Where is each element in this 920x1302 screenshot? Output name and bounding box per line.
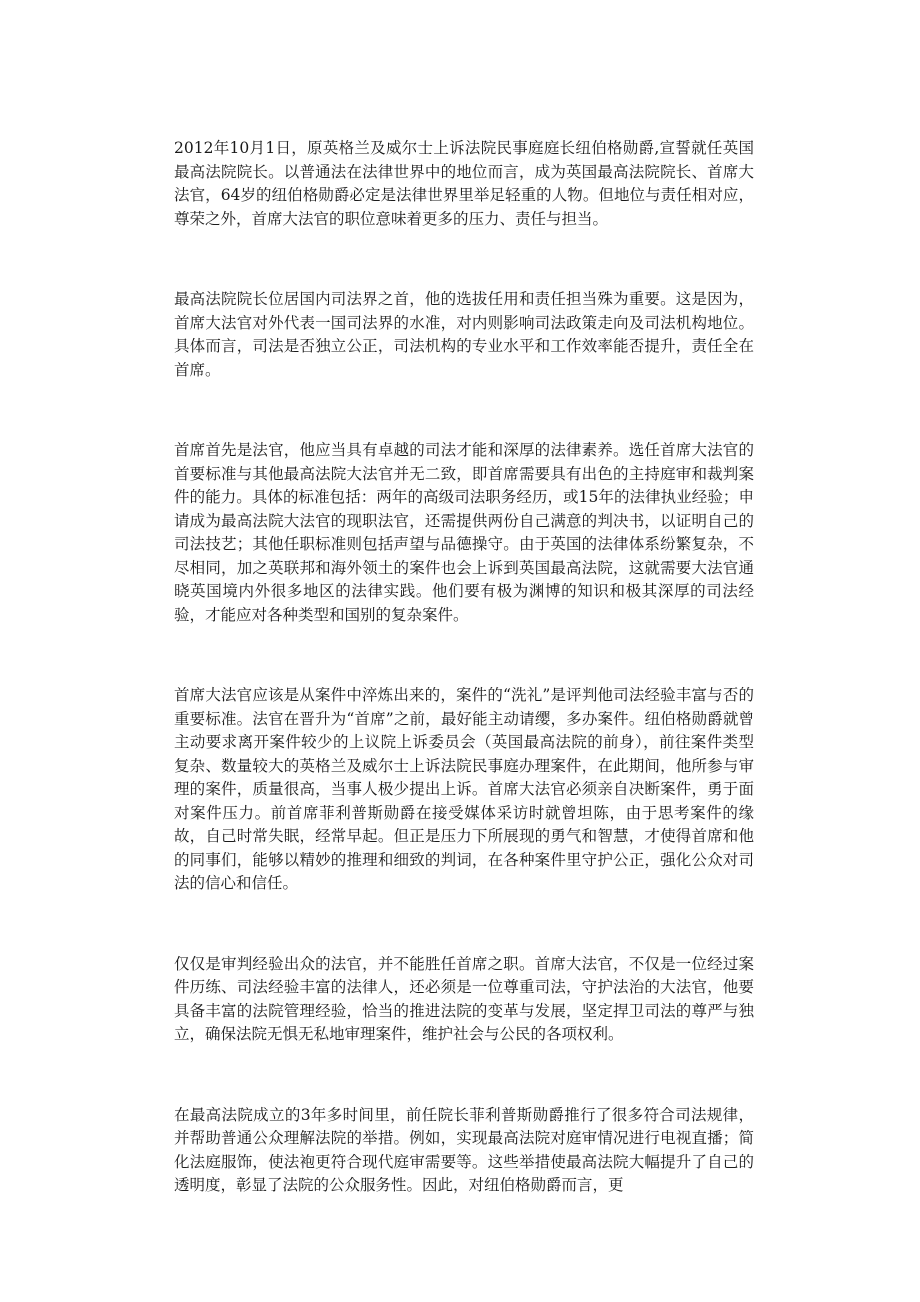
paragraph-4: 首席大法官应该是从案件中淬炼出来的，案件的“洗礼”是评判他司法经验丰富与否的重要标准。法官在晋升为“首席”之前，最好能主动请缨，多办案件。纽伯格勋爵就曾主动要求离开案件较少的上议院上诉委员会（英国最高法院的前身），前往案件类型复杂、数量较大的英格兰及威尔士上诉法院民事庭办理案件，在此期间，他所参与审理的案件，质量很高，当事人极少提出上诉。首席大法官必须亲自决断案件，勇于面对案件压力。前首席菲利普斯勋爵在接受媒体采访时就曾坦陈，由于思考案件的缘故，自己时常失眠，经常早起。但正是压力下所展现的勇气和智慧，才使得首席和他的同事们，能够以精妙的推理和细致的判词，在各种案件里守护公正，强化公众对司法的信心和信任。	[174, 686, 754, 892]
paragraph-1: 2012年10月1日，原英格兰及威尔士上诉法院民事庭庭长纽伯格勋爵,宣誓就任英国最高法院院长。以普通法在法律世界中的地位而言，成为英国最高法院院长、首席大法官，64岁的纽伯格勋爵必定是法律世界里举足轻重的人物。但地位与责任相对应，尊荣之外，首席大法官的职位意味着更多的压力、责任与担当。	[174, 139, 754, 228]
paragraph-3: 首席首先是法官，他应当具有卓越的司法才能和深厚的法律素养。选任首席大法官的首要标准与其他最高法院大法官并无二致，即首席需要具有出色的主持庭审和裁判案件的能力。具体的标准包括：两年的高级司法职务经历，或15年的法律执业经验；申请成为最高法院大法官的现职法官，还需提供两份自己满意的判决书，以证明自己的司法技艺；其他任职标准则包括声望与品德操守。由于英国的法律体系纷繁复杂，不尽相同，加之英联邦和海外领土的案件也会上诉到英国最高法院，这就需要大法官通晓英国境内外很多地区的法律实践。他们要有极为渊博的知识和极其深厚的司法经验，才能应对各种类型和国别的复杂案件。	[174, 441, 754, 624]
paragraph-2: 最高法院院长位居国内司法界之首，他的选拔任用和责任担当殊为重要。这是因为，首席大法官对外代表一国司法界的水准，对内则影响司法政策走向及司法机构地位。具体而言，司法是否独立公正，司法机构的专业水平和工作效率能否提升，责任全在首席。	[174, 290, 754, 379]
paragraph-5: 仅仅是审判经验出众的法官，并不能胜任首席之职。首席大法官，不仅是一位经过案件历练、司法经验丰富的法律人，还必须是一位尊重司法，守护法治的大法官，他要具备丰富的法院管理经验，恰当的推进法院的变革与发展，坚定捍卫司法的尊严与独立，确保法院无惧无私地审理案件，维护社会与公民的各项权利。	[174, 954, 754, 1043]
paragraph-6: 在最高法院成立的3年多时间里，前任院长菲利普斯勋爵推行了很多符合司法规律，并帮助普通公众理解法院的举措。例如，实现最高法院对庭审情况进行电视直播；简化法庭服饰，使法袍更符合现代庭审需要等。这些举措使最高法院大幅提升了自己的透明度，彰显了法院的公众服务性。因此，对纽伯格勋爵而言，更	[174, 1105, 754, 1194]
article-body	[174, 137, 754, 1198]
